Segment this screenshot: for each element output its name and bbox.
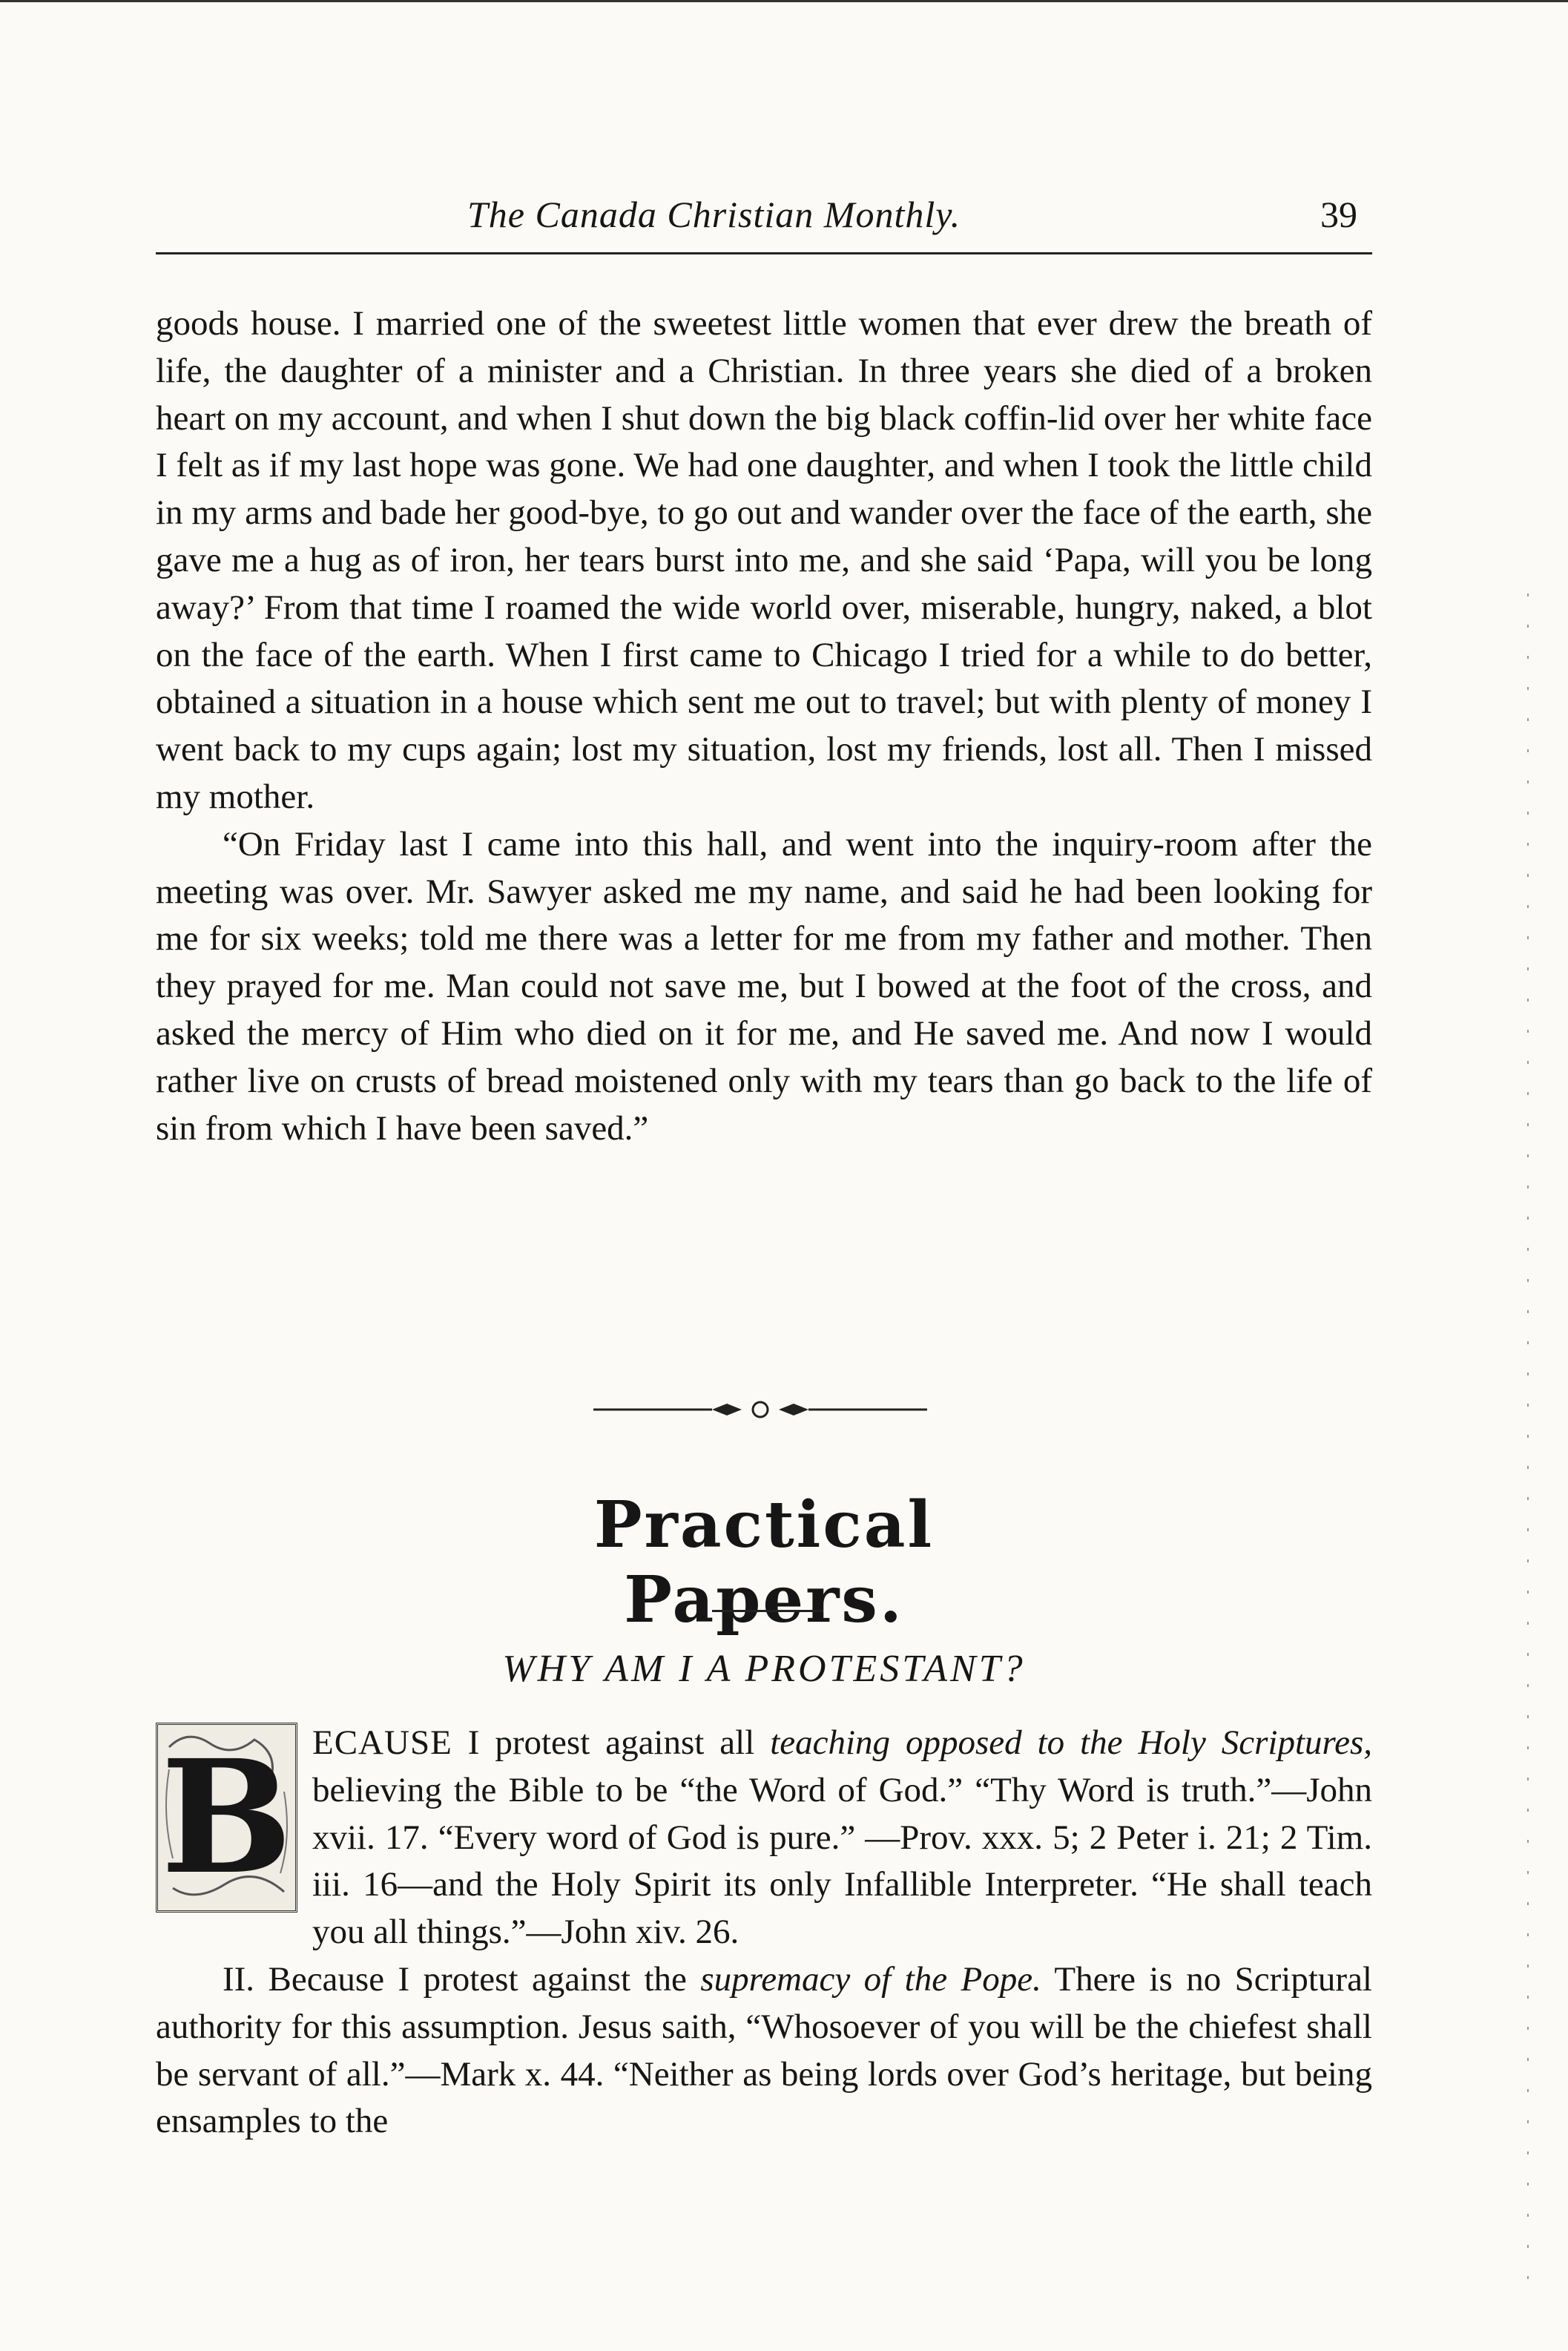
p1-emphasis: teaching opposed to the Holy Scriptures, [770,1723,1372,1762]
article-text [156,1720,1372,2146]
drop-cap-letter: B [160,1726,293,1910]
p1-text-a: I protest against all [452,1723,771,1762]
running-header [156,185,1372,254]
section-title-rule [712,1610,823,1612]
p2-text-a: II. Because I protest against the [223,1959,701,1999]
page-top-edge [0,0,1568,10]
p1-text-b: believing the Bible to be “the Word of God.” “Thy Word is truth.”—John xvii. 17. “Every word of God is pure.” —Prov. xxx. 5; 2 Peter i. 21; 2 Tim. iii. 16—and the Holy Spirit its only Infallible Interpreter. “He shall teach you all things.”—John xiv. 26. [312,1770,1372,1952]
drop-cap-ornament [156,1723,297,1913]
margin-print-specks [1521,593,1535,2300]
first-word: ECAUSE [312,1723,452,1762]
article-paragraph-2 [156,1956,1372,2146]
article-title: WHY AM I A PROTESTANT? [502,1648,1026,1690]
p2-text-b: There is no Scriptural authority for this assumption. Jesus saith, “Whosoever of you will be the chiefest shall be servant of all.”—Mark x. 44. “Neither as being lords over God’s heritage, but being ensamples to the [156,1959,1372,2141]
page-number: 39 [1320,194,1357,235]
story-paragraph-1: goods house. I married one of the sweetest little women that ever drew the breath of life, the daughter of a minister and a Christian. In three years she died of a broken heart on my account, and when I shut down the big black coffin-lid over her white face I felt as if my last hope was gone. We had one daughter, and when I took the little child in my arms and bade her good-bye, to go out and wander over the face of the earth, she gave me a hug as of iron, her tears burst into me, and she said ‘Papa, will you be long away?’ From that time I roamed the wide world over, miserable, hungry, naked, a blot on the face of the earth. When I first came to Chicago I tried for a while to do better, obtained a situation in a house which sent me out to travel; but with plenty of money I went back to my cups again; lost my situation, lost my friends, lost all. Then I missed my mother. [156,304,1372,816]
section-divider-ornament [593,1395,927,1424]
p2-emphasis: supremacy of the Pope. [700,1959,1041,1999]
story-text [156,300,1372,1152]
story-paragraph-2: “On Friday last I came into this hall, and went into the inquiry-room after the meeting was over. Mr. Sawyer asked me my name, and said he had been looking for me for six weeks; told me there was a letter for me from my father and mother. Then they prayed for me. Man could not save me, but I bowed at the foot of the cross, and asked the mercy of Him who died on it for me, and He saved me. And now I would rather live on crusts of bread moistened only with my tears than go back to the life of sin from which I have been saved.” [156,824,1372,1148]
running-title: The Canada Christian Monthly. [467,194,961,235]
section-title: Practical Papers. [593,1487,935,1637]
article-paragraph-1 [156,1720,1372,1956]
